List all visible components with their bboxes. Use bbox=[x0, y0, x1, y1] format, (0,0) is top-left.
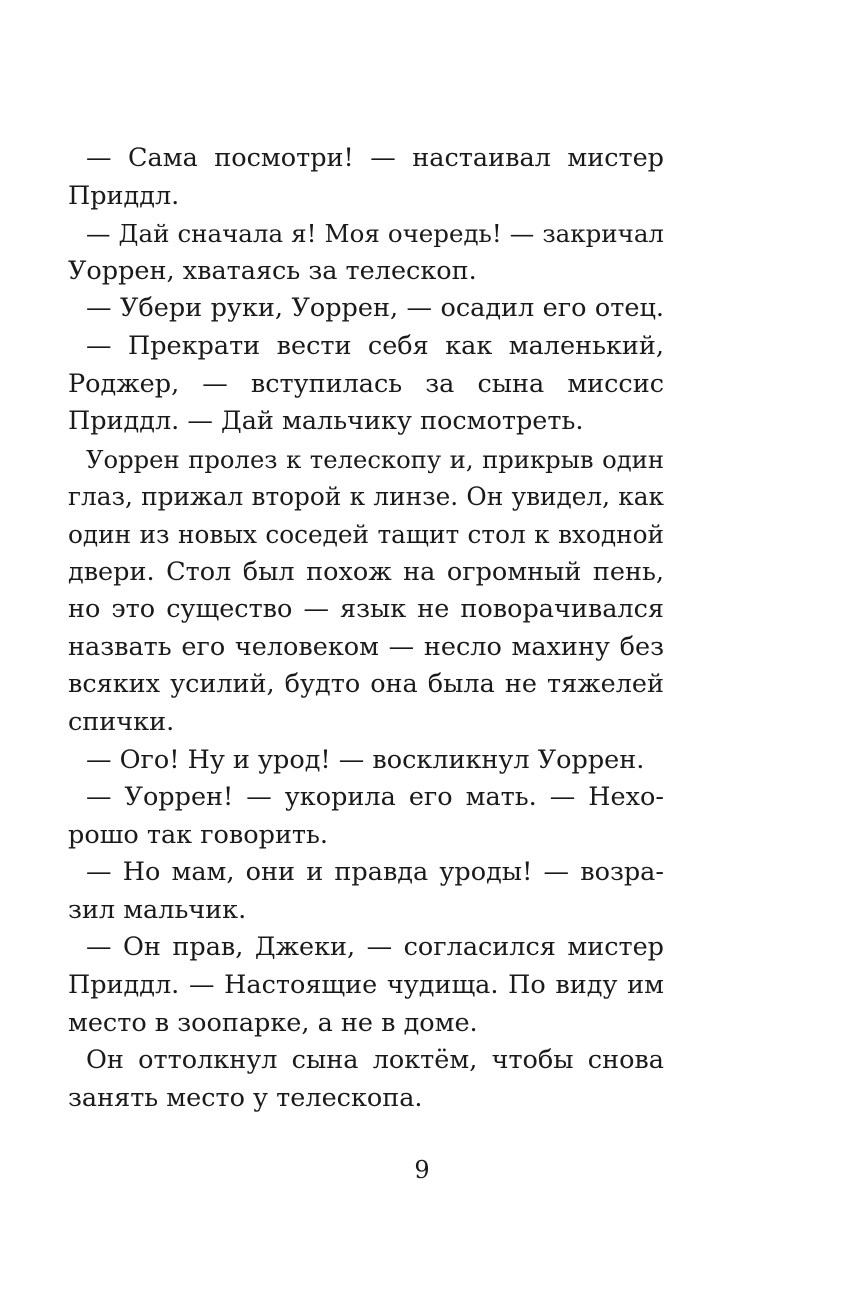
text-line: — Убери руки, Уоррен, — осадил его отец. bbox=[86, 293, 664, 324]
text-line: занять место у телескопа. bbox=[68, 1082, 423, 1113]
text-line: Роджер, — вступилась за сына миссис bbox=[68, 368, 664, 399]
body-text bbox=[68, 140, 664, 1117]
text-line: — Ого! Ну и урод! — воскликнул Уоррен. bbox=[86, 744, 645, 775]
text-line: рошо так говорить. bbox=[68, 819, 329, 850]
text-line: зил мальчик. bbox=[68, 894, 247, 925]
text-line: спички. bbox=[68, 706, 175, 737]
text-line: но это существо — язык не поворачивался bbox=[68, 594, 664, 625]
page-number: 9 bbox=[414, 1156, 430, 1184]
text-line: Уоррен пролез к телескопу и, прикрыв один bbox=[86, 444, 664, 474]
text-line: — Прекрати вести себя как маленький, bbox=[86, 330, 664, 361]
text-line: — Но мам, они и правда уроды! — возра- bbox=[86, 857, 664, 888]
text-line: — Дай сначала я! Моя очередь! — закричал bbox=[86, 219, 664, 249]
text-line: всяких усилий, будто она была не тяжелей bbox=[68, 669, 664, 700]
text-line: один из новых соседей тащит стол к входной bbox=[68, 519, 664, 549]
text-line: — Он прав, Джеки, — согласился мистер bbox=[86, 932, 664, 963]
text-line: — Сама посмотри! — настаивал мистер bbox=[86, 143, 664, 173]
text-line: двери. Стол был похож на огромный пень, bbox=[68, 556, 664, 587]
text-line: место в зоопарке, а не в доме. bbox=[68, 1007, 478, 1038]
text-line: Приддл. bbox=[68, 180, 180, 211]
text-line: Приддл. — Настоящие чудища. По виду им bbox=[68, 970, 664, 1001]
text-line: глаз, прижал второй к линзе. Он увидел, как bbox=[68, 482, 664, 512]
text-line: Он оттолкнул сына локтём, чтобы снова bbox=[86, 1045, 664, 1076]
text-line: назвать его человеком — несло махину без bbox=[68, 631, 664, 662]
text-line: Уоррен, хватаясь за телескоп. bbox=[68, 255, 477, 286]
text-line: Приддл. — Дай мальчику посмотреть. bbox=[68, 406, 584, 437]
text-line: — Уоррен! — укорила его мать. — Нехо- bbox=[86, 782, 664, 813]
